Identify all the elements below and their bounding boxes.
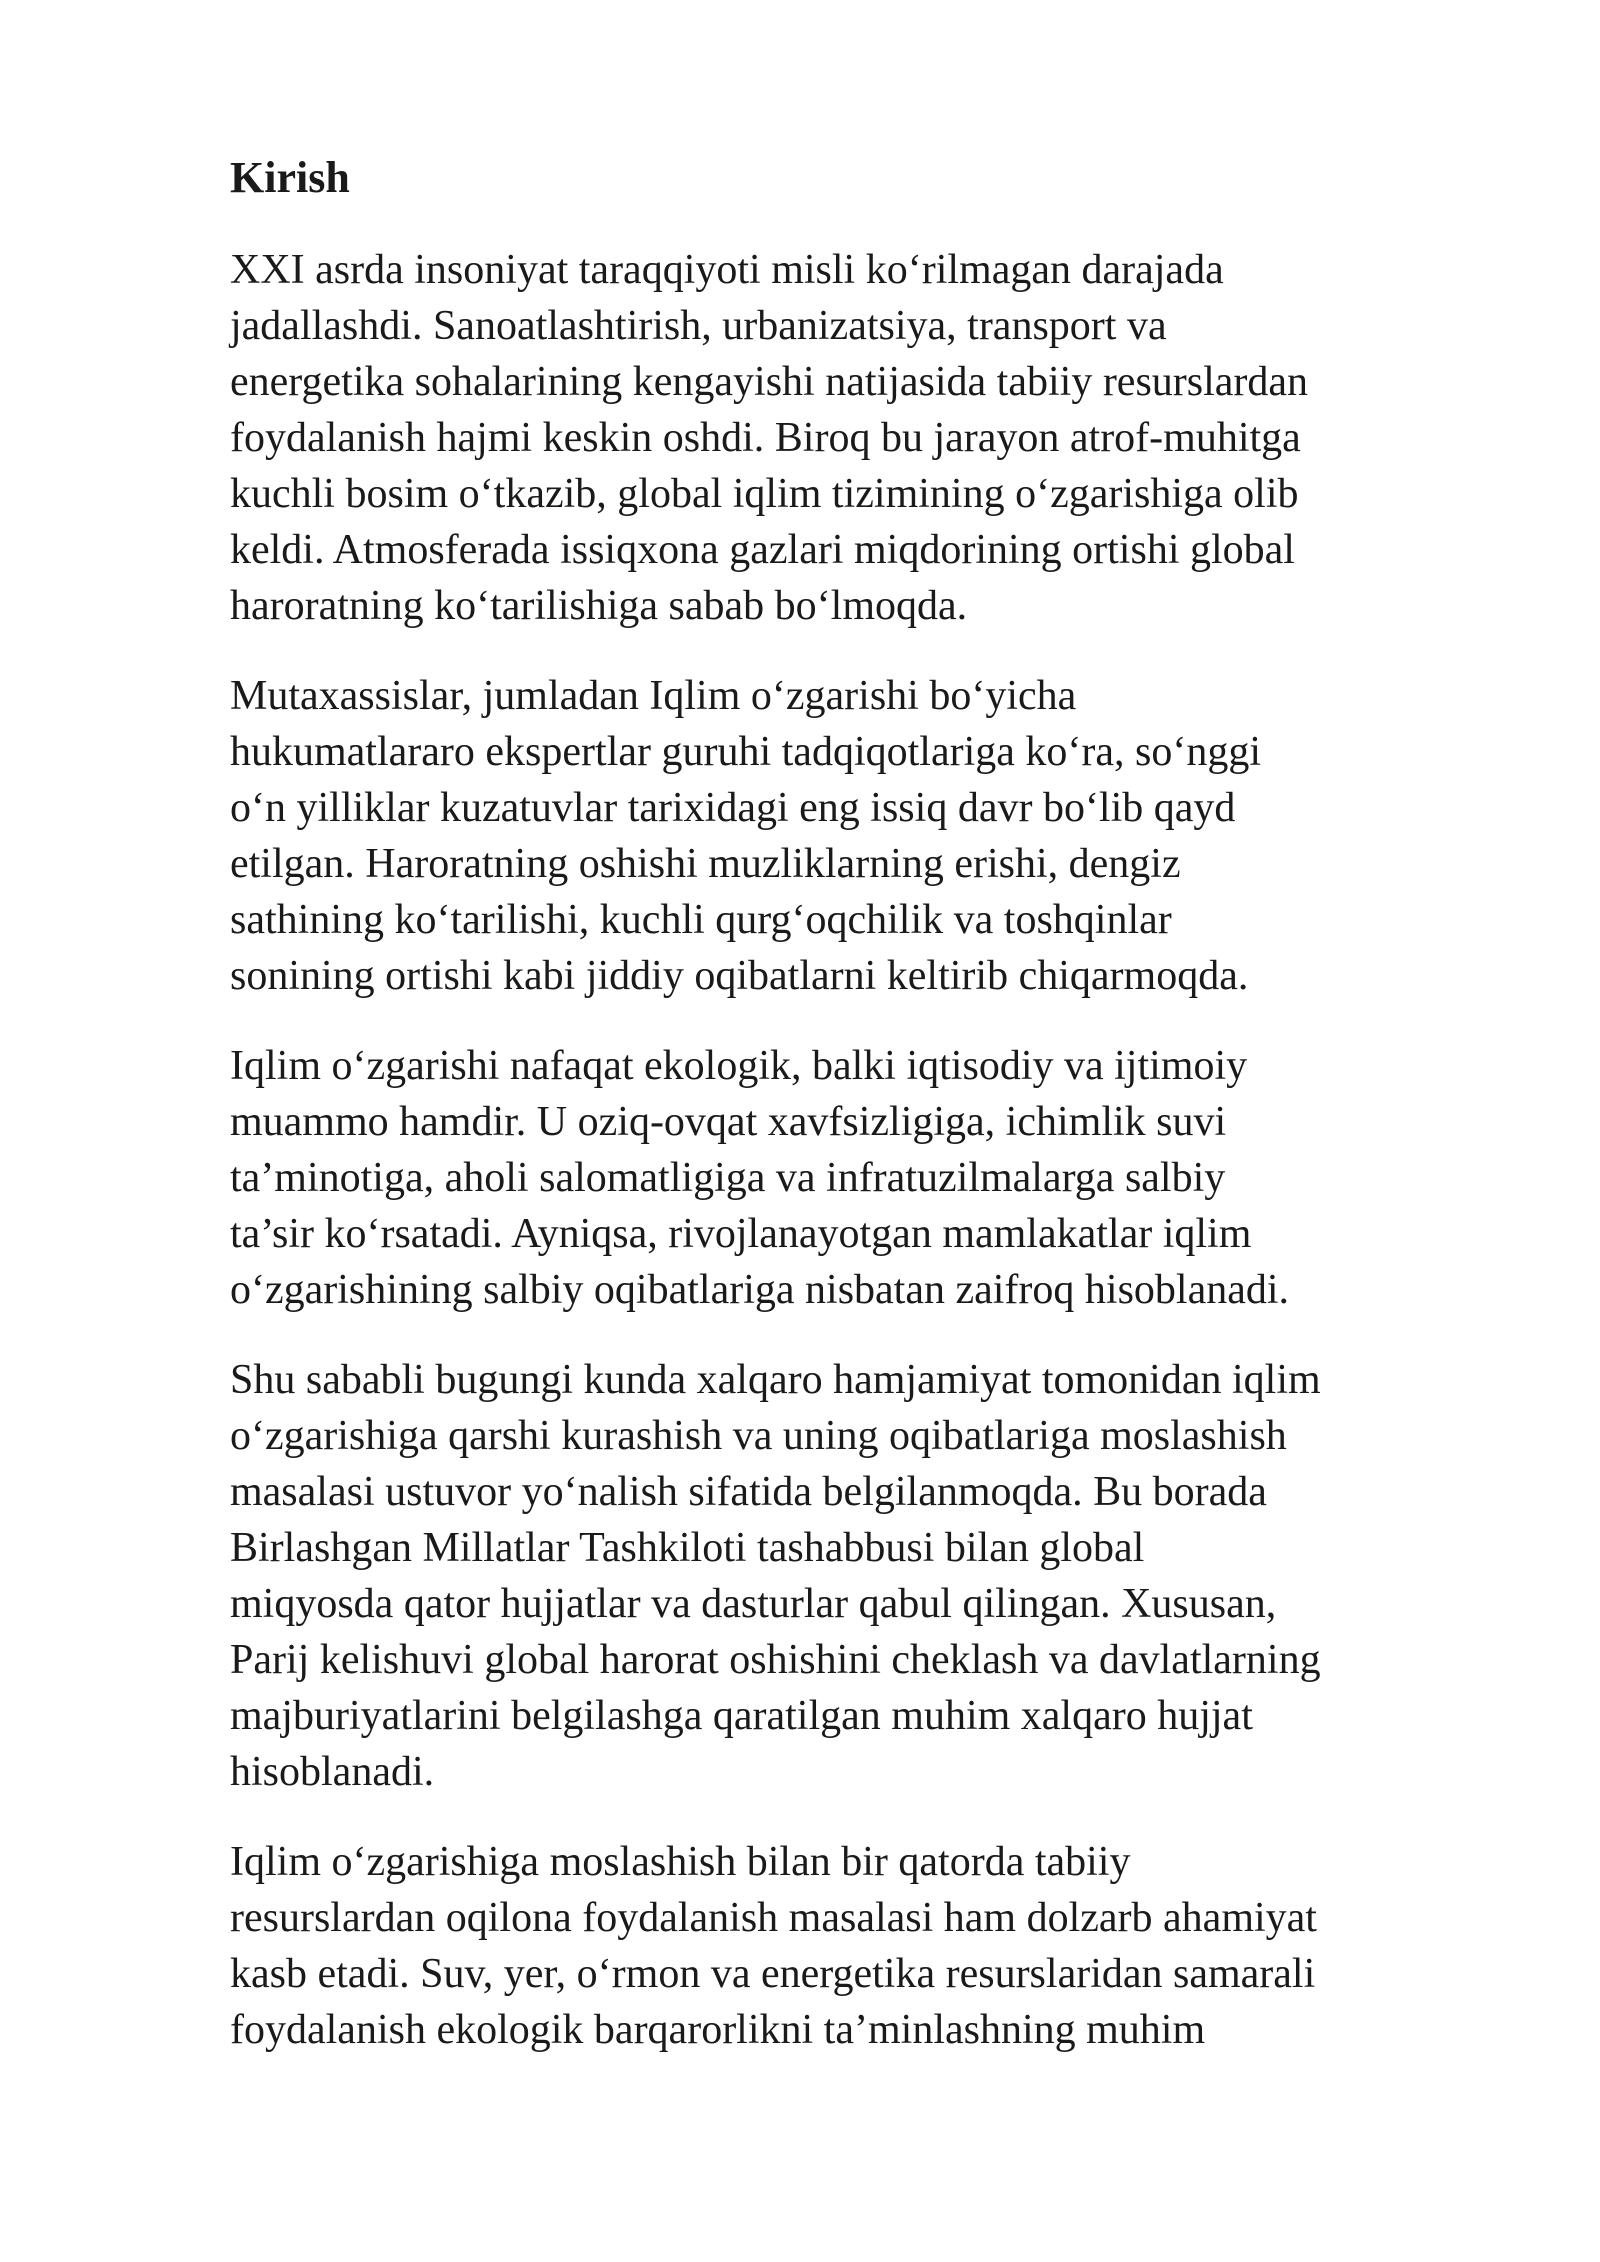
text-line: energetika sohalarining kengayishi natijasida tabiiy resurslardan [230,359,1309,405]
text-line: o‘zgarishining salbiy oqibatlariga nisbatan zaifroq hisoblanadi. [230,1267,1290,1313]
text-line: kuchli bosim o‘tkazib, global iqlim tizimining o‘zgarishiga olib [230,471,1299,517]
section-heading: Kirish [230,153,350,202]
text-line: Shu sababli bugungi kunda xalqaro hamjamiyat tomonidan iqlim [230,1357,1321,1403]
text-line: majburiyatlarini belgilashga qaratilgan muhim xalqaro hujjat [230,1693,1253,1739]
text-line: o‘n yilliklar kuzatuvlar tarixidagi eng issiq davr bo‘lib qayd [230,785,1236,831]
paragraph-5 [230,1834,1530,2058]
text-line: Parij kelishuvi global harorat oshishini cheklash va davlatlarning [230,1637,1321,1683]
text-line: Iqlim o‘zgarishiga moslashish bilan bir qatorda tabiiy [230,1839,1131,1885]
document-body [230,150,1530,2092]
text-line: masalasi ustuvor yo‘nalish sifatida belgilanmoqda. Bu borada [230,1469,1267,1515]
paragraph-2 [230,668,1530,1004]
text-line: Birlashgan Millatlar Tashkiloti tashabbusi bilan global [230,1525,1145,1571]
text-line: sonining ortishi kabi jiddiy oqibatlarni keltirib chiqarmoqda. [230,953,1249,999]
text-line: ta’minotiga, aholi salomatligiga va infratuzilmalarga salbiy [230,1155,1226,1201]
text-line: keldi. Atmosferada issiqxona gazlari miqdorining ortishi global [230,527,1295,573]
paragraph-1 [230,242,1530,634]
text-line: miqyosda qator hujjatlar va dasturlar qabul qilingan. Xususan, [230,1581,1277,1627]
text-line: haroratning ko‘tarilishiga sabab bo‘lmoqda. [230,583,968,629]
text-line: Mutaxassislar, jumladan Iqlim o‘zgarishi bo‘yicha [230,673,1077,719]
text-line: muammo hamdir. U oziq-ovqat xavfsizligiga, ichimlik suvi [230,1099,1227,1145]
paragraph-4 [230,1352,1530,1800]
text-line: foydalanish hajmi keskin oshdi. Biroq bu jarayon atrof-muhitga [230,415,1301,461]
text-line: kasb etadi. Suv, yer, o‘rmon va energetika resurslaridan samarali [230,1951,1316,1997]
text-line: hukumatlararo ekspertlar guruhi tadqiqotlariga ko‘ra, so‘nggi [230,729,1262,775]
text-line: XXI asrda insoniyat taraqqiyoti misli ko‘rilmagan darajada [230,247,1224,293]
text-line: resurslardan oqilona foydalanish masalasi ham dolzarb ahamiyat [230,1895,1317,1941]
text-line: etilgan. Haroratning oshishi muzliklarning erishi, dengiz [230,841,1181,887]
text-line: jadallashdi. Sanoatlashtirish, urbanizatsiya, transport va [230,303,1167,349]
paragraph-3 [230,1038,1530,1318]
text-line: o‘zgarishiga qarshi kurashish va uning oqibatlariga moslashish [230,1413,1287,1459]
text-line: hisoblanadi. [230,1749,435,1795]
text-line: foydalanish ekologik barqarorlikni ta’minlashning muhim [230,2007,1206,2053]
text-line: sathining ko‘tarilishi, kuchli qurg‘oqchilik va toshqinlar [230,897,1172,943]
text-line: ta’sir ko‘rsatadi. Ayniqsa, rivojlanayotgan mamlakatlar iqlim [230,1211,1252,1257]
text-line: Iqlim o‘zgarishi nafaqat ekologik, balki iqtisodiy va ijtimoiy [230,1043,1248,1089]
